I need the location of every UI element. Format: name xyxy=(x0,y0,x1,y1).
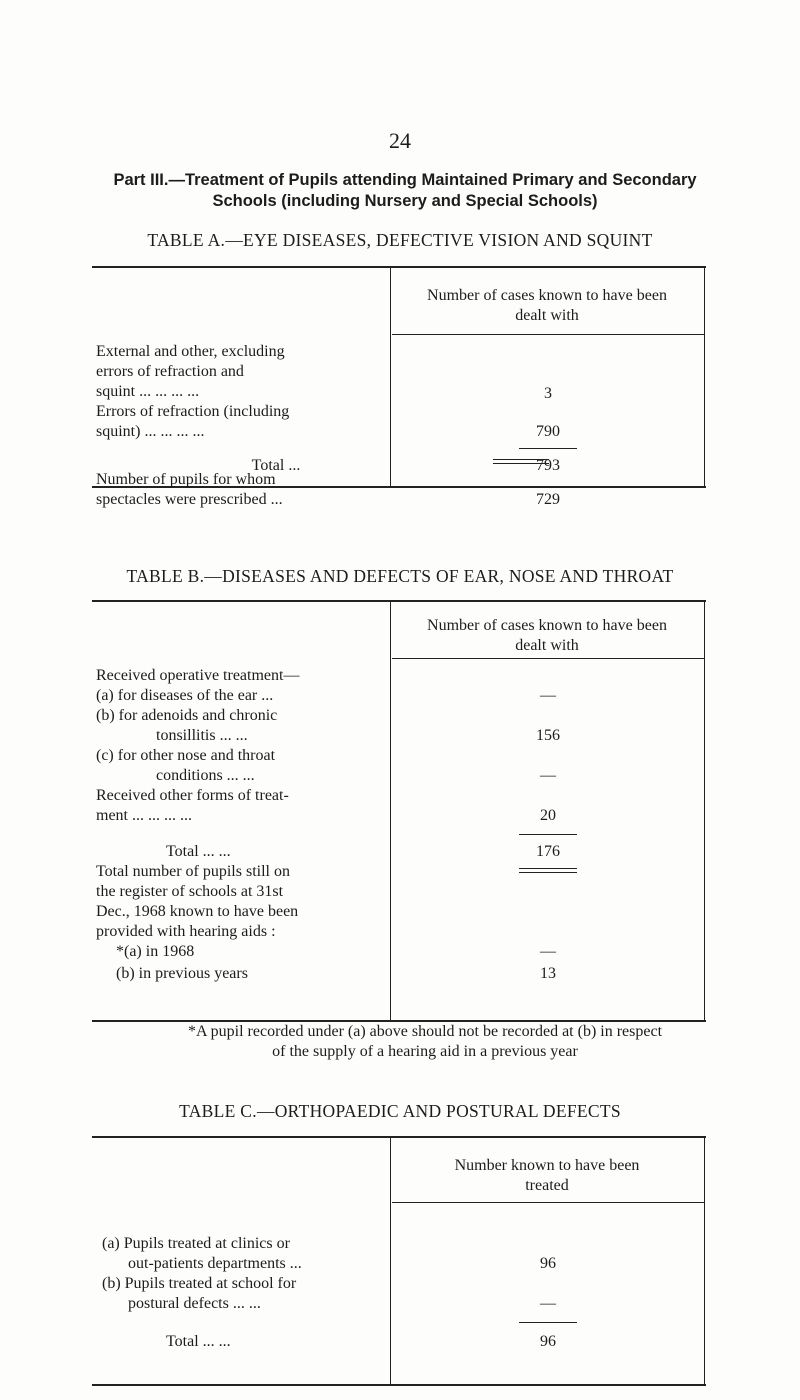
table-c-total-label: Total ... ... xyxy=(166,1333,231,1350)
table-c-right-border xyxy=(704,1138,705,1384)
table-a-row-refraction: Errors of refraction (including squint) ... ... ... ... xyxy=(96,403,290,440)
table-a-row-spectacles: Number of pupils for whom spectacles were prescribed ... xyxy=(96,471,283,508)
part-heading xyxy=(60,170,750,212)
table-a-header: Number of cases known to have been dealt with xyxy=(427,287,667,324)
table-b-header-rule xyxy=(392,658,704,659)
table-b-row-hearing: Total number of pupils still on the register of schools at 31st Dec., 1968 known to have been provided with hearing aids : xyxy=(96,863,299,940)
table-a-value-refraction: 790 xyxy=(536,423,560,440)
table-b-value-hb: 13 xyxy=(540,965,556,982)
table-b-value-ha: — xyxy=(540,943,556,960)
table-b-total-value: 176 xyxy=(536,843,560,860)
table-a-column-divider xyxy=(390,268,391,486)
table-c-header-rule xyxy=(392,1202,704,1203)
table-b-sum-rule xyxy=(519,834,577,835)
table-b-title: TABLE B.—DISEASES AND DEFECTS OF EAR, NOSE AND THROAT xyxy=(126,566,674,586)
table-a-total-value: 793 xyxy=(536,457,560,474)
part-heading-line-1: Part III.—Treatment of Pupils attending Maintained Primary and Secondary xyxy=(113,171,697,189)
table-c-header: Number known to have been treated xyxy=(454,1157,640,1194)
table-b-row-a: (a) for diseases of the ear ... xyxy=(96,687,274,704)
table-c-row-a: (a) Pupils treated at clinics or out-patients departments ... xyxy=(102,1235,302,1272)
table-b xyxy=(92,600,706,1022)
table-b-value-b: 156 xyxy=(536,727,560,744)
table-a xyxy=(92,266,706,488)
table-c xyxy=(92,1136,706,1386)
table-a-title: TABLE A.—EYE DISEASES, DEFECTIVE VISION AND SQUINT xyxy=(147,230,653,250)
table-b-total-label: Total ... ... xyxy=(166,843,231,860)
table-b-header: Number of cases known to have been dealt with xyxy=(427,617,667,654)
table-c-total-value: 96 xyxy=(540,1333,556,1350)
table-b-row-operative: Received operative treatment— xyxy=(96,667,300,684)
table-b-row-b: (b) for adenoids and chronic tonsillitis ... ... xyxy=(96,707,278,744)
table-b-value-other: 20 xyxy=(540,807,556,824)
table-c-sum-rule xyxy=(519,1322,577,1323)
table-b-total-double-rule xyxy=(519,868,577,873)
table-c-title: TABLE C.—ORTHOPAEDIC AND POSTURAL DEFECTS xyxy=(179,1101,621,1121)
table-b-row-ha: *(a) in 1968 xyxy=(116,943,195,960)
table-b-right-border xyxy=(704,602,705,1020)
table-a-total-double-rule xyxy=(493,459,549,464)
table-a-right-border xyxy=(704,268,705,486)
table-a-total-label: Total ... xyxy=(251,457,301,474)
table-b-footnote: *A pupil recorded under (a) above should not be recorded at (b) in respect of the supply of a hearing aid in a previous year xyxy=(187,1023,663,1060)
table-a-value-spectacles: 729 xyxy=(536,491,560,508)
table-a-sum-rule xyxy=(519,448,577,449)
table-b-value-a: — xyxy=(540,687,556,704)
table-c-value-b: — xyxy=(540,1295,556,1312)
table-c-row-b: (b) Pupils treated at school for postural defects ... ... xyxy=(102,1275,297,1312)
table-b-column-divider xyxy=(390,602,391,1020)
table-a-header-rule xyxy=(392,334,704,335)
table-a-value-external: 3 xyxy=(544,385,552,402)
table-b-value-c: — xyxy=(540,767,556,784)
table-b-row-c: (c) for other nose and throat conditions ... ... xyxy=(96,747,276,784)
page-number: 24 xyxy=(389,128,411,153)
table-c-value-a: 96 xyxy=(540,1255,556,1272)
table-c-column-divider xyxy=(390,1138,391,1384)
table-a-row-external: External and other, excluding errors of refraction and squint ... ... ... ... xyxy=(96,343,285,400)
table-b-row-hb: (b) in previous years xyxy=(116,965,248,982)
table-b-row-other: Received other forms of treat- ment ... ... ... ... xyxy=(96,787,289,824)
part-heading-line-2: Schools (including Nursery and Special Schools) xyxy=(212,192,598,210)
